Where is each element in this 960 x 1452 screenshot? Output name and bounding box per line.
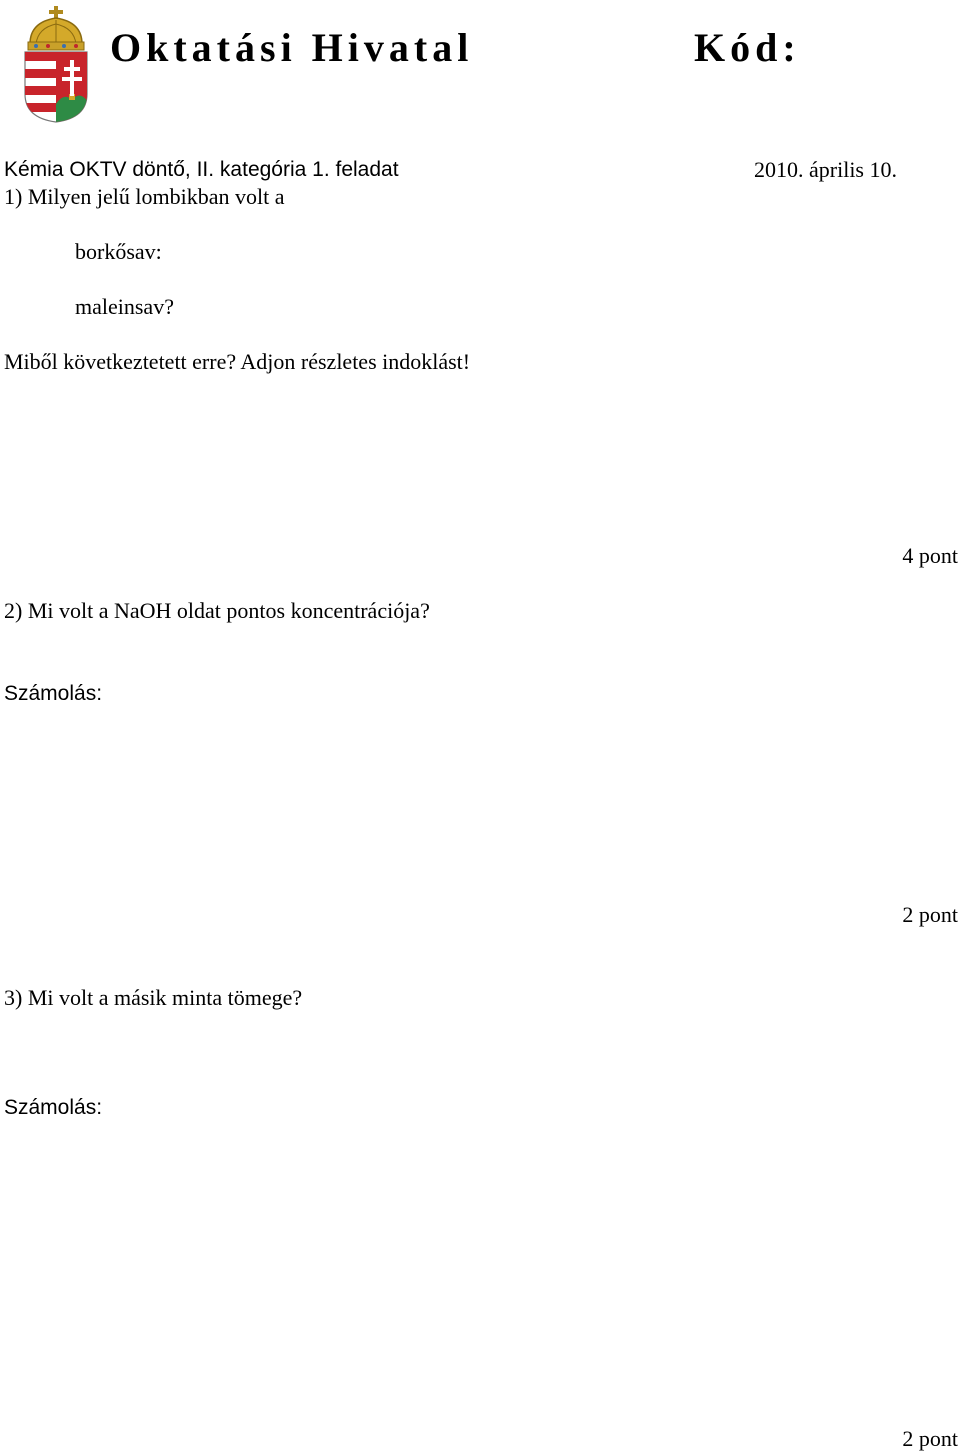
question1-item-a: borkősav: bbox=[75, 239, 162, 264]
code-label: Kód: bbox=[694, 25, 801, 70]
question3-calc-label: Számolás: bbox=[4, 1096, 103, 1119]
question1-followup: Miből következtetett erre? Adjon részletes indoklást! bbox=[4, 349, 471, 374]
question1-prompt: 1) Milyen jelű lombikban volt a bbox=[4, 184, 285, 209]
question1-item-b: maleinsav? bbox=[75, 294, 174, 319]
question1-points: 4 pont bbox=[902, 543, 958, 568]
question2-points: 2 pont bbox=[902, 902, 958, 927]
question2-prompt: 2) Mi volt a NaOH oldat pontos koncentrációja? bbox=[4, 598, 430, 623]
question3-points: 2 pont bbox=[902, 1426, 958, 1451]
question2-calc-label: Számolás: bbox=[4, 682, 103, 705]
coat-of-arms-icon bbox=[22, 4, 90, 124]
exam-title: Kémia OKTV döntő, II. kategória 1. feladat bbox=[4, 158, 399, 181]
exam-date: 2010. április 10. bbox=[754, 157, 897, 182]
question3-prompt: 3) Mi volt a másik minta tömege? bbox=[4, 985, 303, 1010]
organization-title: Oktatási Hivatal bbox=[110, 25, 474, 70]
